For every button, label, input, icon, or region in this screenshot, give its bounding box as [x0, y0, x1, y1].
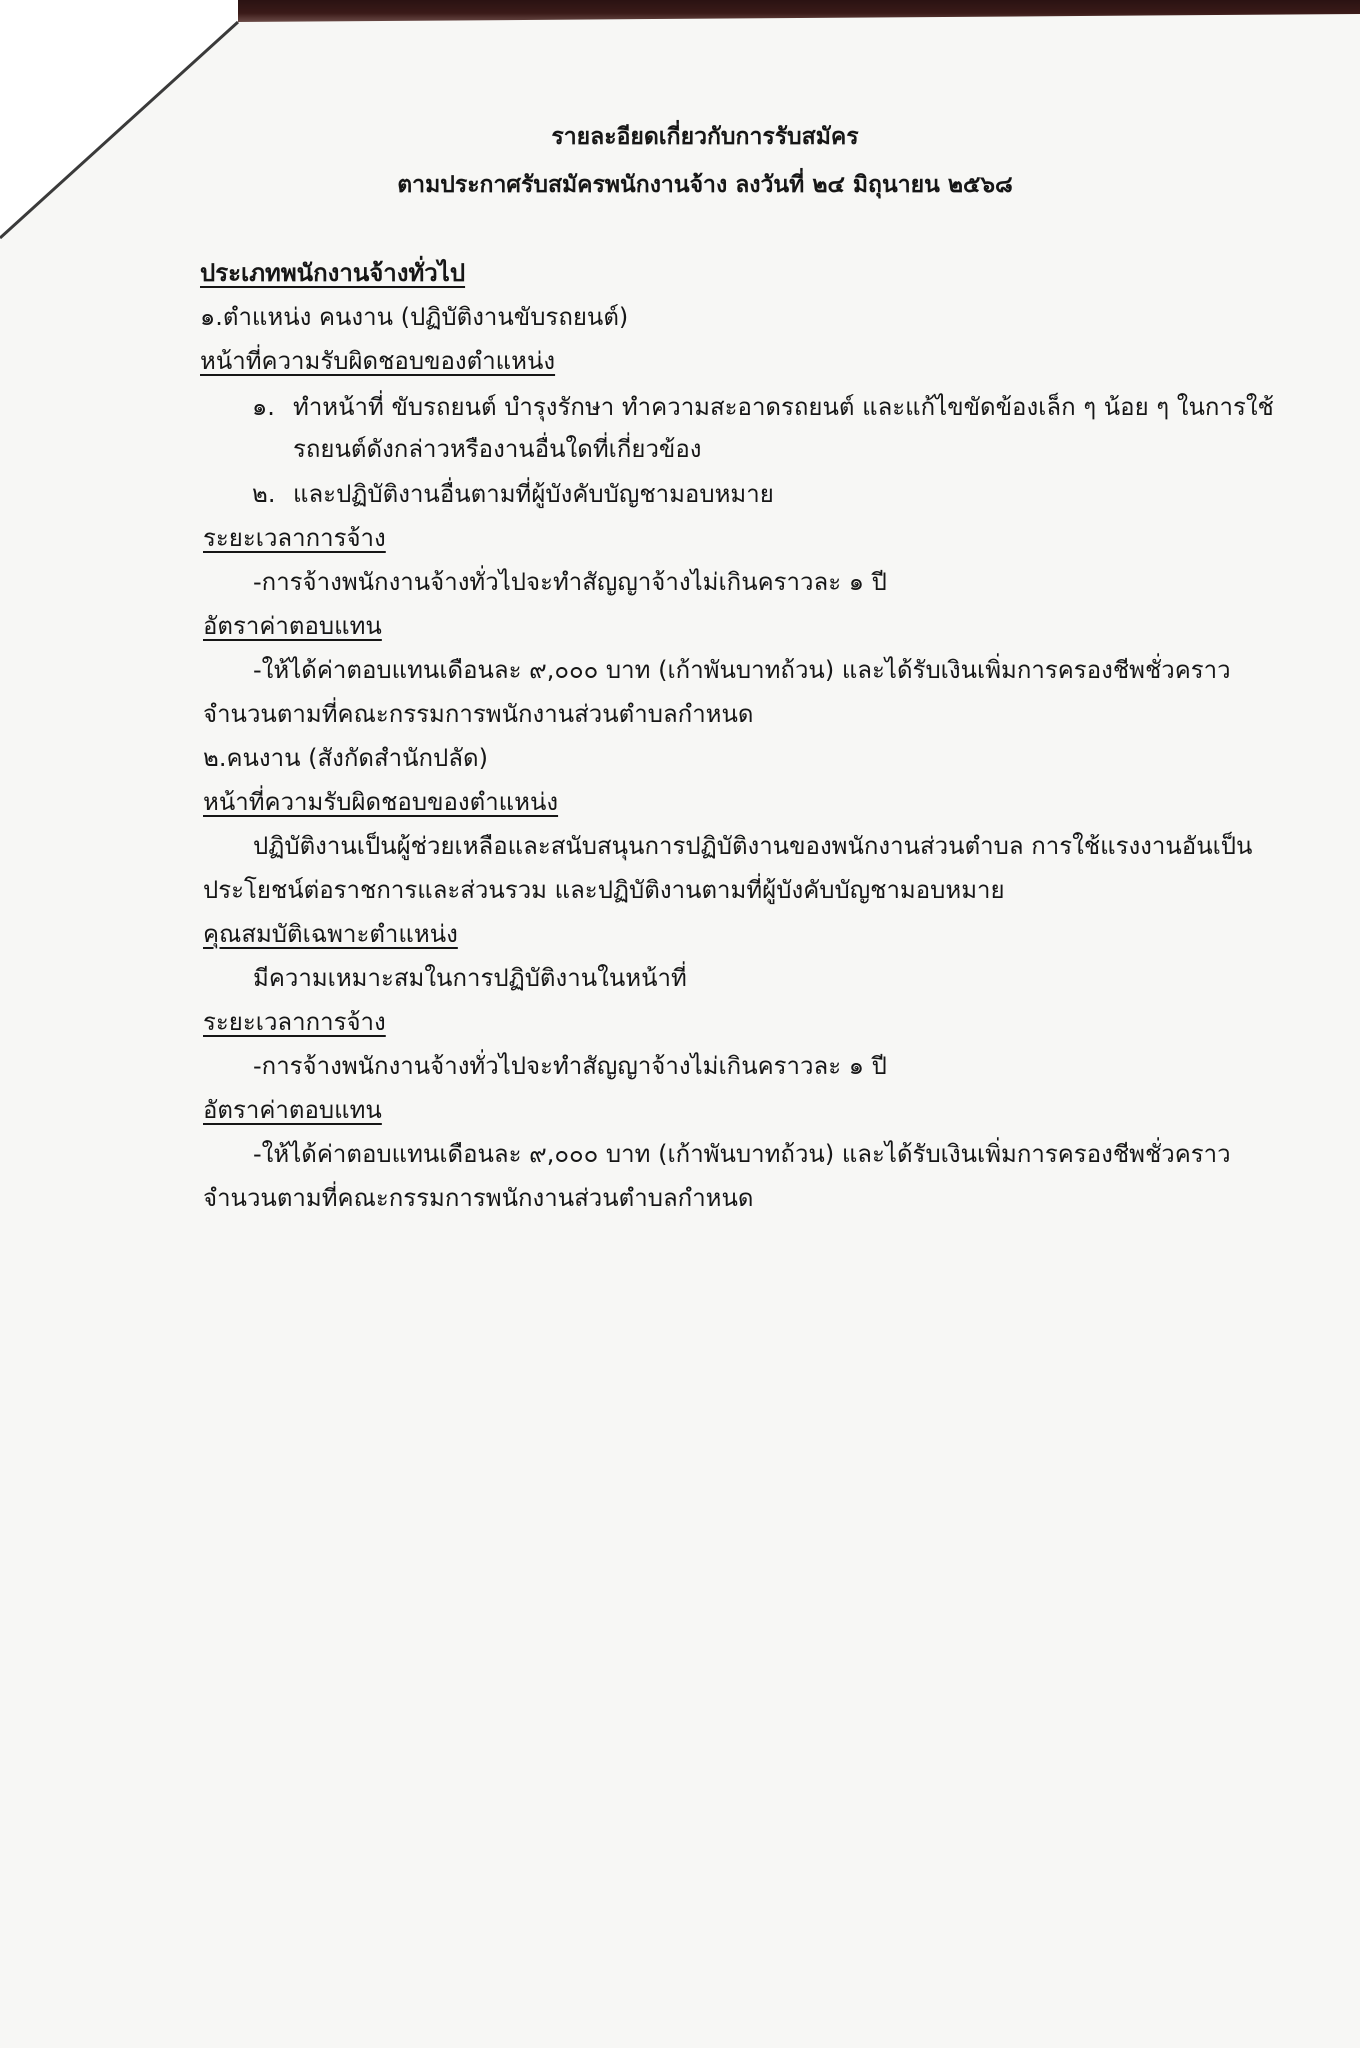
position-2-duties-line-2: ประโยชน์ต่อราชการและส่วนรวม และปฏิบัติงานตามที่ผู้บังคับบัญชามอบหมาย: [203, 876, 1005, 904]
position-2-duties-line-1: ปฏิบัติงานเป็นผู้ช่วยเหลือและสนับสนุนการปฏิบัติงานของพนักงานส่วนตำบล การใช้แรงงานอันเป็น: [253, 832, 1253, 860]
position-2-period-heading: ระยะเวลาการจ้าง: [203, 1008, 386, 1036]
position-2-pay-line-2: จำนวนตามที่คณะกรรมการพนักงานส่วนตำบลกำหนด: [203, 1184, 754, 1212]
position-1-duties-heading: หน้าที่ความรับผิดชอบของตำแหน่ง: [200, 347, 556, 375]
section-heading: ประเภทพนักงานจ้างทั่วไป: [200, 259, 466, 287]
duty-1-number: ๑.: [252, 393, 275, 421]
position-2-duties-heading: หน้าที่ความรับผิดชอบของตำแหน่ง: [203, 788, 559, 816]
position-1-pay-line-1: -ให้ได้ค่าตอบแทนเดือนละ ๙,๐๐๐ บาท (เก้าพันบาทถ้วน) และได้รับเงินเพิ่มการครองชีพชั่วคราว: [253, 656, 1231, 684]
duty-2-number: ๒.: [252, 480, 276, 508]
position-1-period-text: -การจ้างพนักงานจ้างทั่วไปจะทำสัญญาจ้างไม่เกินคราวละ ๑ ปี: [253, 568, 887, 596]
position-2-title: ๒.คนงาน (สังกัดสำนักปลัด): [203, 744, 488, 772]
position-2-qualification-text: มีความเหมาะสมในการปฏิบัติงานในหน้าที่: [253, 964, 687, 992]
document-title-line-1: รายละอียดเกี่ยวกับการรับสมัคร: [551, 124, 859, 150]
document-title-line-2: ตามประกาศรับสมัครพนักงานจ้าง ลงวันที่ ๒๔ มิถุนายน ๒๕๖๘: [397, 172, 1013, 198]
position-2-qualification-heading: คุณสมบัติเฉพาะตำแหน่ง: [203, 920, 458, 948]
position-1-pay-line-2: จำนวนตามที่คณะกรรมการพนักงานส่วนตำบลกำหนด: [203, 700, 754, 728]
duty-2-line-1: และปฏิบัติงานอื่นตามที่ผู้บังคับบัญชามอบหมาย: [293, 480, 774, 508]
position-2-pay-line-1: -ให้ได้ค่าตอบแทนเดือนละ ๙,๐๐๐ บาท (เก้าพันบาทถ้วน) และได้รับเงินเพิ่มการครองชีพชั่วคราว: [253, 1140, 1231, 1168]
position-2-period-text: -การจ้างพนักงานจ้างทั่วไปจะทำสัญญาจ้างไม่เกินคราวละ ๑ ปี: [253, 1052, 887, 1080]
position-1-period-heading: ระยะเวลาการจ้าง: [203, 524, 386, 552]
duty-1-line-1: ทำหน้าที่ ขับรถยนต์ บำรุงรักษา ทำความสะอาดรถยนต์ และแก้ไขขัดข้องเล็ก ๆ น้อย ๆ ในการใช้: [293, 393, 1274, 421]
position-1-pay-heading: อัตราค่าตอบแทน: [203, 612, 382, 640]
duty-1-line-2: รถยนต์ดังกล่าวหรืองานอื่นใดที่เกี่ยวข้อง: [293, 435, 702, 463]
position-1-title: ๑.ตำแหน่ง คนงาน (ปฏิบัติงานขับรถยนต์): [200, 303, 629, 331]
position-2-pay-heading: อัตราค่าตอบแทน: [203, 1096, 382, 1124]
